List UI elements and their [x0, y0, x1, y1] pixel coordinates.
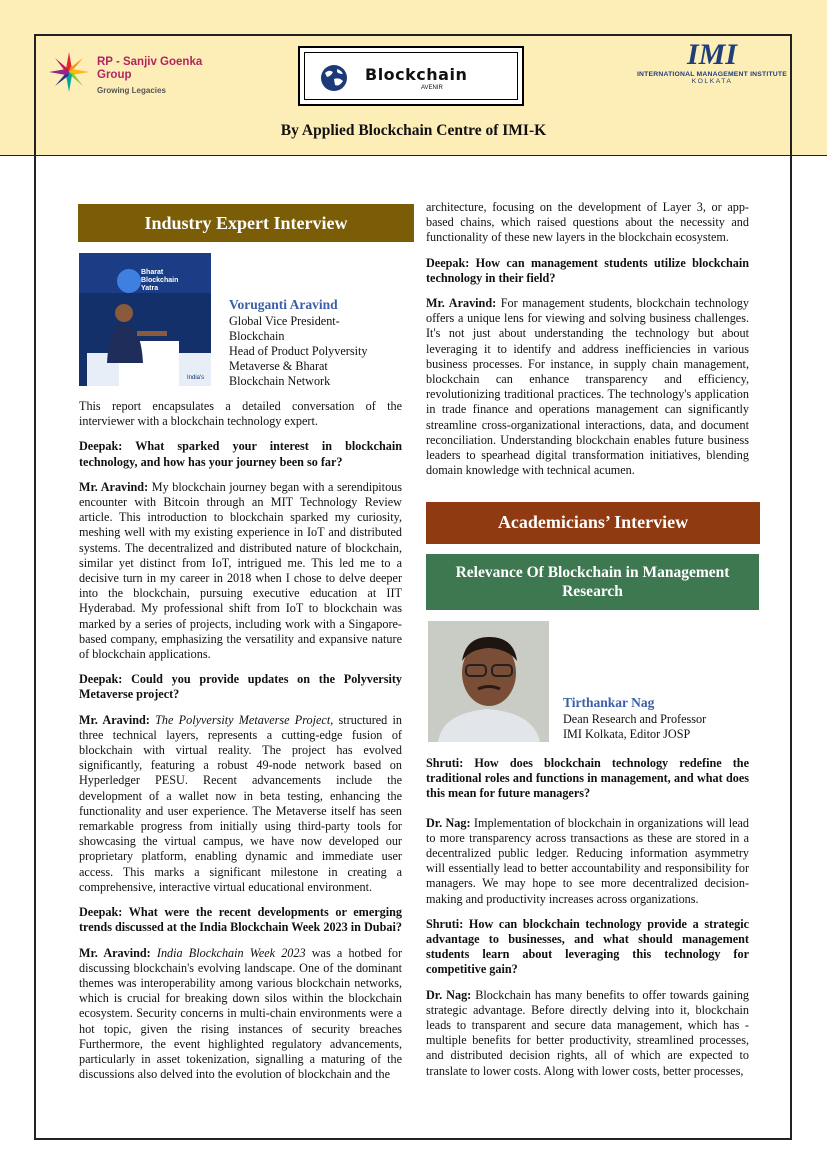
academic-question-1: Shruti: How does blockchain technology redefine the traditional roles and functions in management, and what does this mean for future managers? — [426, 756, 749, 801]
aravind-info-line: Blockchain Network — [229, 374, 331, 388]
nag-info-line: IMI Kolkata, Editor JOSP — [563, 727, 691, 741]
academicians-section-title: Academicians’ Interview — [426, 502, 760, 544]
photo-footer-text: India's — [187, 375, 205, 381]
right-column-top — [426, 200, 749, 488]
answer-1 — [79, 480, 402, 662]
aravind-info-line: Head of Product Polyversity — [229, 344, 368, 358]
rpsg-name — [97, 56, 202, 82]
answer-3-continued: architecture, focusing on the development of Layer 3, or app-based chains, which raised questions about the necessity and functionality of these new layers in the blockchain ecosystem. — [426, 200, 749, 245]
answer-text: Implementation of blockchain in organizations will lead to more transparency across transactions as these are stored in a decentralized public ledger. Reducing information asymmetry will essentially lead to better accountability and responsibility for managers. We may hope to see more decentralized decision-making and productivity increases across organizations. — [426, 815, 750, 906]
answer-text: was a hotbed for discussing blockchain's evolving landscape. One of the dominant themes was interoperability among various blockchain networks, which is crucial for breaking down silos within the blockchain ecosystem. Security concerns in multi-chain environments were a hot topic, given the rising instances of security breaches Furthermore, the event highlighted regulatory advancements, particularly in asset tokenization, signalling a maturing of the discussions also delved into the evolution of blockchain and the — [79, 945, 402, 1082]
aravind-name: Voruganti Aravind — [229, 297, 338, 312]
photo-banner-line2: Blockchain — [141, 277, 179, 284]
rpsg-name-line1: RP - Sanjiv Goenka — [97, 56, 203, 68]
rpsg-tagline: Growing Legacies — [97, 86, 166, 95]
portrait-image — [428, 621, 549, 742]
imi-mark: IMI — [686, 38, 738, 71]
speaker-label: Dr. Nag: — [426, 815, 471, 830]
aravind-info-line: Metaverse & Bharat — [229, 359, 328, 373]
aravind-info-line: Global Vice President- — [229, 314, 340, 328]
aravind-photo — [79, 253, 211, 386]
academic-answer-2 — [426, 988, 749, 1079]
right-column-bottom — [426, 756, 749, 1089]
relevance-subsection-title: Relevance Of Blockchain in Management Research — [426, 554, 759, 610]
speaker-label: Mr. Aravind: — [79, 945, 151, 960]
question-2: Deepak: Could you provide updates on the Polyversity Metaverse project? — [79, 672, 402, 702]
blockchain-logo-title: Blockchain — [365, 65, 468, 84]
globe-icon — [319, 63, 349, 93]
aravind-info-line: Blockchain — [229, 329, 285, 343]
nag-info-line: Dean Research and Professor — [563, 712, 707, 726]
byline: By Applied Blockchain Centre of IMI-K — [280, 122, 547, 139]
speaker-label: Mr. Aravind: — [79, 712, 150, 727]
answer-4 — [426, 296, 749, 478]
industry-section-title: Industry Expert Interview — [78, 204, 414, 242]
rpsg-logo — [46, 50, 216, 98]
aravind-info — [229, 314, 367, 389]
nag-info — [563, 712, 706, 742]
nag-name: Tirthankar Nag — [563, 695, 655, 710]
rpsg-name-line2: Group — [97, 69, 132, 81]
imi-city: KOLKATA — [691, 78, 733, 85]
academic-answer-1 — [426, 816, 749, 907]
blockchain-logo-subtitle: AVENIR — [421, 85, 443, 91]
question-1: Deepak: What sparked your interest in blockchain technology, and how has your journey been so far? — [79, 439, 402, 469]
answer-text: For management students, blockchain technology offers a unique lens for viewing and solving business challenges. It's not just about understanding the technology but about leveraging it to identify and address inefficiencies in various business processes. For instance, in supply chain management, blockchain can enhance transparency and efficiency, revolutionizing traditional practices. The technology's application in trade finance and operations management can significantly streamline cross-organizational interactions, data, and document reconciliation. Understanding blockchain enables future business leaders to spearhead digital transformation initiatives, blending domain knowledge with technical acumen. — [426, 296, 749, 478]
event-name: India Blockchain Week 2023 — [156, 945, 306, 960]
intro-paragraph: This report encapsulates a detailed conversation of the interviewer with a blockchain technology expert. — [79, 399, 402, 429]
photo-banner-line3: Yatra — [141, 285, 159, 292]
blockchain-avenir-logo — [298, 46, 524, 106]
answer-text: , structured in three technical layers, represents a cutting-edge fusion of blockchain with virtual reality. The project has evolved significantly, featuring a robust 49-node network based on Hyperledger PESU. Recent advancements include the development of a wallet now in beta testing, enhancing the functionality and user experience. The Metaverse itself has seen remarkable progress from initially using third-party tools for showcasing the virtual campus, we have now developed our proprietary platform, enabling dynamic and immediate user access. This marks a significant milestone in creating a comprehensive, interactive virtual educational environment. — [79, 712, 403, 894]
question-4: Deepak: How can management students utilize blockchain technology in their field? — [426, 255, 749, 285]
photo-banner-line1: Bharat — [141, 269, 164, 276]
answer-text: Blockchain has many benefits to offer towards gaining strategic advantage. Before directly delving into it, blockchain leads to transparent and secure data management, which has -multiple benefits for better productivity, streamlined processes, and distributed decision rights, all of which are expected to translate to lower costs. Along with lower costs, better processes, — [426, 987, 750, 1078]
speaker-label: Dr. Nag: — [426, 987, 472, 1002]
academic-question-2: Shruti: How can blockchain technology provide a strategic advantage to businesses, and what should management students learn about leveraging this technology for competitive gain? — [426, 916, 749, 977]
answer-text: My blockchain journey began with a serendipitous encounter with Bitcoin through an MIT Technology Review article. This introduction to blockchain sparked my curiosity, meshing well with my existing experience in IoT and distributed systems. The decentralized and distributed nature of blockchain, similar yet distinct from IoT, intrigued me. This led me to a decisive turn in my career in 2018 when I chose to delve deeper into the blockchain, pursuing executive education at IIT Hyderabad. My professional shift from IoT to blockchain was marked by a series of projects, including work with a Singapore-based company, emphasizing the versatility and expansive nature of blockchain applications. — [79, 479, 402, 662]
answer-2 — [79, 713, 402, 895]
project-name: The Polyversity Metaverse Project — [155, 712, 331, 727]
imi-logo — [634, 40, 790, 98]
photo-banner — [141, 269, 178, 293]
rpsg-star-icon — [46, 50, 92, 94]
nag-photo — [428, 621, 549, 742]
answer-3 — [79, 946, 402, 1083]
speaker-label: Mr. Aravind: — [79, 479, 149, 494]
speaker-label: Mr. Aravind: — [426, 296, 497, 311]
question-3: Deepak: What were the recent developments or emerging trends discussed at the India Blockchain Week 2023 in Dubai? — [79, 905, 402, 935]
left-column — [79, 399, 402, 1092]
imi-name: INTERNATIONAL MANAGEMENT INSTITUTE — [636, 71, 788, 78]
